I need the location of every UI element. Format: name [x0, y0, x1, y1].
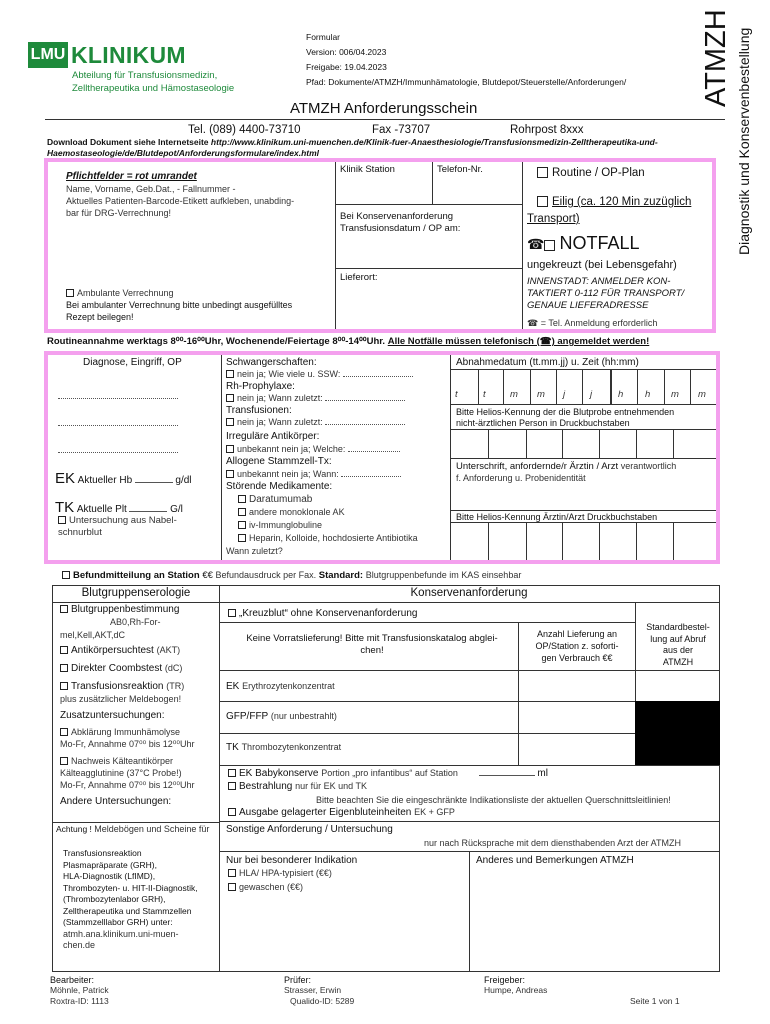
helios-col: [599, 522, 600, 560]
kaelte-option[interactable]: Nachweis Kälteantikörper: [60, 756, 173, 766]
helios-col: [599, 429, 600, 458]
notfall-checkbox[interactable]: [544, 240, 555, 251]
roxtra-id: Roxtra-ID: 1113: [50, 996, 109, 1006]
achtung-item: (Thrombozytenlabor GRH),: [63, 894, 166, 904]
date-letter[interactable]: t: [483, 389, 486, 400]
konserven-label1: Bei Konservenanforderung: [340, 211, 454, 222]
eilig-line2: Transport): [527, 213, 580, 225]
dara-option[interactable]: Daratumumab: [238, 494, 312, 506]
pruefer-name: Strasser, Erwin: [284, 985, 342, 995]
helios1-line1: Bitte Helios-Kennung der die Blutprobe entnehmenden: [456, 407, 675, 417]
schwanger-options[interactable]: nein ja; Wie viele u. SSW:: [226, 369, 413, 379]
date-letter[interactable]: j: [563, 389, 566, 400]
date-row-top: [450, 369, 716, 370]
mono-option[interactable]: andere monoklonale AK: [238, 507, 345, 517]
helios-col: [488, 429, 489, 458]
clinical-divider-1: [221, 355, 222, 560]
innenstadt-line2: TAKTIERT 0-112 FÜR TRANSPORT/: [527, 288, 685, 299]
befund-checkbox[interactable]: [62, 571, 70, 579]
abnahme-label: Abnahmedatum (tt.mm.jj) u. Zeit (hh:mm): [456, 357, 639, 368]
ambulant-note1: Bei ambulanter Verrechnung bitte unbedingt ausgefülltes: [66, 300, 293, 310]
keine-vorrat-line2: chen!: [360, 645, 384, 656]
irreg-label: Irreguläre Antikörper:: [226, 431, 320, 442]
tk-plt-field[interactable]: TK Aktuelle Plt G/l: [55, 499, 183, 516]
date-row-bottom: [450, 404, 716, 405]
unterschrift-bottom: [450, 510, 716, 511]
side-atmzh: ATMZH: [700, 9, 732, 107]
rohrpost: Rohrpost 8xxx: [510, 124, 584, 136]
diagnose-line[interactable]: [58, 425, 178, 426]
helios-col: [526, 522, 527, 560]
konserven-label2[interactable]: Transfusionsdatum / OP am:: [340, 223, 461, 234]
nabel-line2: schnurblut: [58, 527, 102, 538]
achtung-item: Zelltherapeutika und Stammzellen: [63, 905, 192, 916]
bg-checkbox[interactable]: [60, 605, 68, 613]
rh-label: Rh-Prophylaxe:: [226, 381, 295, 392]
freigeber-label: Freigeber:: [484, 975, 526, 985]
k-hline-6: [219, 821, 720, 822]
helios1-box-bottom: [450, 458, 716, 459]
department-line2: Zelltherapeutika und Hämostaseologie: [72, 83, 235, 94]
routine-hours-line: Routineannahme werktags 8⁰⁰-16⁰⁰Uhr, Wochenende/Feiertage 8⁰⁰-14⁰⁰Uhr. Alle Notfälle müssen telefonisch (☎) angemeldet werden!: [47, 336, 650, 347]
wann-label: Wann zuletzt?: [226, 546, 283, 556]
helios-col: [673, 522, 674, 560]
serologie-header: Blutgruppenserologie: [81, 587, 191, 599]
helios-col: [636, 429, 637, 458]
notfall-option[interactable]: ☎ NOTFALL: [527, 233, 640, 253]
meta-version: Version: 006/04.2023: [306, 47, 387, 57]
patient-divider-3: [522, 162, 523, 329]
date-letter[interactable]: m: [698, 389, 706, 400]
download-label: Download Dokument siehe Internetseite: [47, 137, 209, 147]
baby-option[interactable]: EK Babykonserve Portion „pro infantibus“ auf Station ml: [228, 768, 548, 780]
kreuzblut-option[interactable]: „Kreuzblut“ ohne Konservenanforderung: [228, 608, 417, 620]
sonstige-note: nur nach Rücksprache mit dem diensthabenden Arzt der ATMZH: [424, 838, 681, 848]
bearbeiter-name: Möhnle, Patrick: [50, 985, 109, 995]
nabel-checkbox[interactable]: [58, 516, 66, 524]
diagnose-line[interactable]: [58, 398, 178, 399]
andere-label[interactable]: Andere Untersuchungen:: [60, 796, 172, 807]
dc-checkbox[interactable]: [60, 664, 68, 672]
fax-number: Fax -73707: [372, 124, 431, 136]
date-letter[interactable]: j: [590, 389, 593, 400]
achtung-url[interactable]: atmh.ana.klinikum.uni-muen-: [63, 928, 179, 939]
lieferort-label[interactable]: Lieferort:: [340, 272, 378, 283]
date-col: [610, 369, 612, 404]
patient-label-line2: Aktuelles Patienten-Barcode-Etikett aufkleben, unabding-: [66, 196, 295, 206]
side-title: Diagnostik und Konservenbestellung: [736, 27, 752, 255]
achtung-item: (Stammzelllabor GRH) unter:: [63, 917, 173, 927]
bestr-option[interactable]: Bestrahlung nur für EK und TK: [228, 781, 367, 793]
telefon-label[interactable]: Telefon-Nr.: [437, 164, 483, 175]
download-info: [47, 137, 697, 159]
tr-option[interactable]: Transfusionsreaktion (TR): [60, 681, 184, 693]
department-line1: Abteilung für Transfusionsmedizin,: [72, 70, 218, 81]
achtung-item: Thrombozyten- u. HIT-II-Diagnostik,: [63, 882, 198, 893]
sonstige-label[interactable]: Sonstige Anforderung / Untersuchung: [226, 824, 393, 835]
k-col-bemerk: [469, 851, 470, 972]
helios-col: [562, 522, 563, 560]
phone-icon: ☎: [527, 236, 545, 252]
helios-col: [636, 522, 637, 560]
qualido-id: Qualido-ID: 5289: [290, 996, 355, 1006]
date-col: [556, 369, 557, 404]
title-divider: [45, 119, 725, 120]
date-col: [582, 369, 583, 404]
befund-option[interactable]: Befundmitteilung an Station €€ Befundausdruck per Fax. Standard: Blutgruppenbefunde im KAS einsehbar: [62, 570, 521, 582]
helios-col: [488, 522, 489, 560]
date-col: [690, 369, 691, 404]
haemo-line2: Mo-Fr, Annahme 07⁰⁰ bis 12⁰⁰Uhr: [60, 739, 195, 749]
table-header-line: [52, 602, 720, 603]
ambulant-option[interactable]: Ambulante Verrechnung: [66, 288, 174, 300]
klinik-station-label[interactable]: Klinik Station: [340, 164, 395, 175]
ambulant-note2: Rezept beilegen!: [66, 312, 134, 322]
k-hline-2: [219, 670, 720, 671]
date-letter[interactable]: m: [671, 389, 679, 400]
bestr-checkbox[interactable]: [228, 782, 236, 790]
k-hline-1: [219, 622, 635, 623]
innenstadt-line1: INNENSTADT: ANMELDER KON-: [527, 276, 671, 287]
eilig-checkbox[interactable]: [537, 196, 548, 207]
date-col: [503, 369, 504, 404]
freigeber-name: Humpe, Andreas: [484, 985, 548, 995]
kaelte-line3: Mo-Fr, Annahme 07⁰⁰ bis 12⁰⁰Uhr: [60, 780, 195, 790]
meta-freigabe: Freigabe: 19.04.2023: [306, 62, 387, 72]
gewaschen-option[interactable]: gewaschen (€€): [228, 882, 303, 892]
achtung-item: Plasmapräparate (GRH),: [63, 859, 158, 870]
standard-header: Standardbestel- lung auf Abruf aus der ATMZH: [646, 622, 710, 667]
nabel-option[interactable]: Untersuchung aus Nabel-: [58, 516, 177, 527]
helios-col: [562, 429, 563, 458]
achtung-url2[interactable]: chen.de: [63, 940, 96, 950]
lmu-logo: LMU: [28, 42, 68, 68]
kreuzblut-checkbox[interactable]: [228, 609, 236, 617]
routine-option[interactable]: Routine / OP-Plan: [537, 167, 645, 180]
bestr-note: Bitte beachten Sie die eingeschränkte Indikationsliste der aktuellen Querschnittsleitlinien!: [316, 795, 671, 805]
date-letter[interactable]: m: [537, 389, 545, 400]
tr-checkbox[interactable]: [60, 682, 68, 690]
hep-option[interactable]: Heparin, Kolloide, hochdosierte Antibiotika: [238, 533, 418, 543]
schwanger-label: Schwangerschaften:: [226, 357, 317, 368]
meta-formular: Formular: [306, 32, 341, 42]
hla-option[interactable]: HLA/ HPA-typisiert (€€): [228, 868, 332, 878]
date-col: [637, 369, 638, 404]
pruefer-label: Prüfer:: [284, 975, 312, 985]
unterschrift-line2: f. Anforderung u. Probenidentität: [456, 473, 586, 483]
date-col: [478, 369, 479, 404]
tk-row[interactable]: TK Thrombozytenkonzentrat: [226, 742, 342, 753]
diagnose-label: Diagnose, Eingriff, OP: [83, 357, 182, 368]
helios-col: [673, 429, 674, 458]
bearbeiter-label: Bearbeiter:: [50, 975, 95, 985]
download-link[interactable]: http://www.klinikum.uni-muenchen.de/Klinik-fuer-Anaesthesiologie/Transfusionsmedizin-Zelltherapeutika-und-Haemostaseologie/de/Blutdepot/Anforderungsformulare/index.html: [47, 137, 658, 158]
unterschrift-label[interactable]: Unterschrift, anfordernde/r Ärztin / Arzt verantwortlich: [456, 461, 677, 472]
ambulant-checkbox[interactable]: [66, 289, 74, 297]
bg-option[interactable]: Blutgruppenbestimmung: [60, 604, 179, 616]
k-col-anzahl: [518, 622, 519, 765]
dc-option[interactable]: Direkter Coombstest (dC): [60, 663, 182, 675]
tr-line2: plus zusätzlicher Meldebogen!: [60, 694, 182, 704]
patient-label-line1: Name, Vorname, Geb.Dat., - Fallnummer -: [66, 184, 236, 194]
irreg-options[interactable]: unbekannt nein ja; Welche:: [226, 444, 400, 454]
patient-hline-1: [335, 204, 522, 205]
stoerend-label: Störende Medikamente:: [226, 481, 333, 492]
helios2-label: Bitte Helios-Kennung Ärztin/Arzt Druckbuchstaben: [456, 512, 658, 522]
patient-divider-1: [335, 162, 336, 329]
hla-checkbox[interactable]: [228, 869, 236, 877]
k-hline-5: [219, 765, 720, 766]
keine-vorrat-line1: Keine Vorratslieferung! Bitte mit Transfusionskatalog abglei-: [246, 633, 498, 644]
anzahl-header: Anzahl Lieferung an OP/Station z. soforti- gen Verbrauch €€: [535, 629, 619, 663]
innenstadt-line3: GENAUE LIEFERADRESSE: [527, 300, 649, 311]
ek-hb-field[interactable]: EK Aktueller Hb g/dl: [55, 470, 192, 487]
diagnose-line[interactable]: [58, 452, 178, 453]
date-col: [530, 369, 531, 404]
akt-checkbox[interactable]: [60, 646, 68, 654]
patient-label-line3: bar für DRG-Verrechnung!: [66, 208, 172, 218]
allogen-label: Allogene Stammzell-Tx:: [226, 456, 332, 467]
gfp-row[interactable]: GFP/FFP (nur unbestrahlt): [226, 711, 337, 722]
achtung-item: HLA-Diagnostik (LfIMD),: [63, 871, 156, 881]
patient-hline-2: [335, 268, 522, 269]
patient-divider-2: [432, 162, 433, 204]
allogen-options[interactable]: unbekannt nein ja; Wann:: [226, 469, 401, 479]
achtung-list: [63, 848, 218, 952]
helios1-row-bottom: [450, 429, 716, 430]
tel-note: ☎ = Tel. Anmeldung erforderlich: [527, 318, 658, 328]
date-letter[interactable]: h: [645, 389, 651, 400]
kaelte-line2: Kälteagglutinine (37°C Probe!): [60, 768, 182, 778]
form-title: ATMZH Anforderungsschein: [290, 100, 478, 117]
indikation-label: Nur bei besonderer Indikation: [226, 855, 358, 866]
eigen-checkbox[interactable]: [228, 808, 236, 816]
page-number: Seite 1 von 1: [630, 996, 680, 1006]
gfp-standard-blocked: [635, 701, 720, 765]
serologie-bottom: [52, 822, 220, 823]
helios-col: [526, 429, 527, 458]
haemo-option[interactable]: Abklärung Immunhämolyse: [60, 727, 180, 737]
akt-option[interactable]: Antikörpersuchtest (AKT): [60, 645, 180, 657]
eigen-option[interactable]: Ausgabe gelagerter Eigenbluteinheiten EK + GFP: [228, 807, 455, 819]
ivig-option[interactable]: iv-Immunglobuline: [238, 520, 322, 530]
transf-label: Transfusionen:: [226, 405, 292, 416]
baby-checkbox[interactable]: [228, 769, 236, 777]
date-letter[interactable]: m: [510, 389, 518, 400]
helios1-line2: nicht-ärztlichen Person in Druckbuchstaben: [456, 418, 630, 428]
klinikum-logo-text: KLINIKUM: [71, 42, 186, 68]
date-col: [664, 369, 665, 404]
achtung-item: Transfusionsreaktion: [63, 848, 142, 858]
routine-checkbox[interactable]: [537, 167, 548, 178]
meta-pfad: Pfad: Dokumente/ATMZH/Immunhämatologie, Blutdepot/Steuerstelle/Anforderungen/: [306, 77, 627, 87]
table-divider-main: [219, 585, 220, 972]
bg-detail2: mel,Kell,AKT,dC: [60, 630, 126, 640]
bg-detail1: AB0,Rh-For-: [110, 617, 161, 627]
haemo-checkbox[interactable]: [60, 728, 68, 736]
konserven-header: Konservenanforderung: [410, 587, 528, 599]
kaelte-checkbox[interactable]: [60, 757, 68, 765]
bemerkungen-label[interactable]: Anderes und Bemerkungen ATMZH: [476, 855, 634, 866]
phone-icon: ☎: [527, 318, 539, 328]
ungekreuzt-note: ungekreuzt (bei Lebensgefahr): [527, 259, 677, 271]
eilig-option[interactable]: Eilig (ca. 120 Min zuzüglich: [537, 196, 691, 209]
pflicht-label: Pflichtfelder = rot umrandet: [66, 171, 197, 182]
zusatz-label: Zusatzuntersuchungen:: [60, 710, 165, 721]
ek-row[interactable]: EK Erythrozytenkonzentrat: [226, 681, 335, 692]
rh-options[interactable]: nein ja; Wann zuletzt:: [226, 393, 405, 403]
date-letter[interactable]: h: [618, 389, 624, 400]
transf-options[interactable]: nein ja; Wann zuletzt:: [226, 417, 405, 427]
gewaschen-checkbox[interactable]: [228, 883, 236, 891]
tel-number: Tel. (089) 4400-73710: [188, 124, 301, 136]
achtung-note: Achtung ! Meldebögen und Scheine für: [56, 824, 210, 834]
date-letter[interactable]: t: [455, 389, 458, 400]
